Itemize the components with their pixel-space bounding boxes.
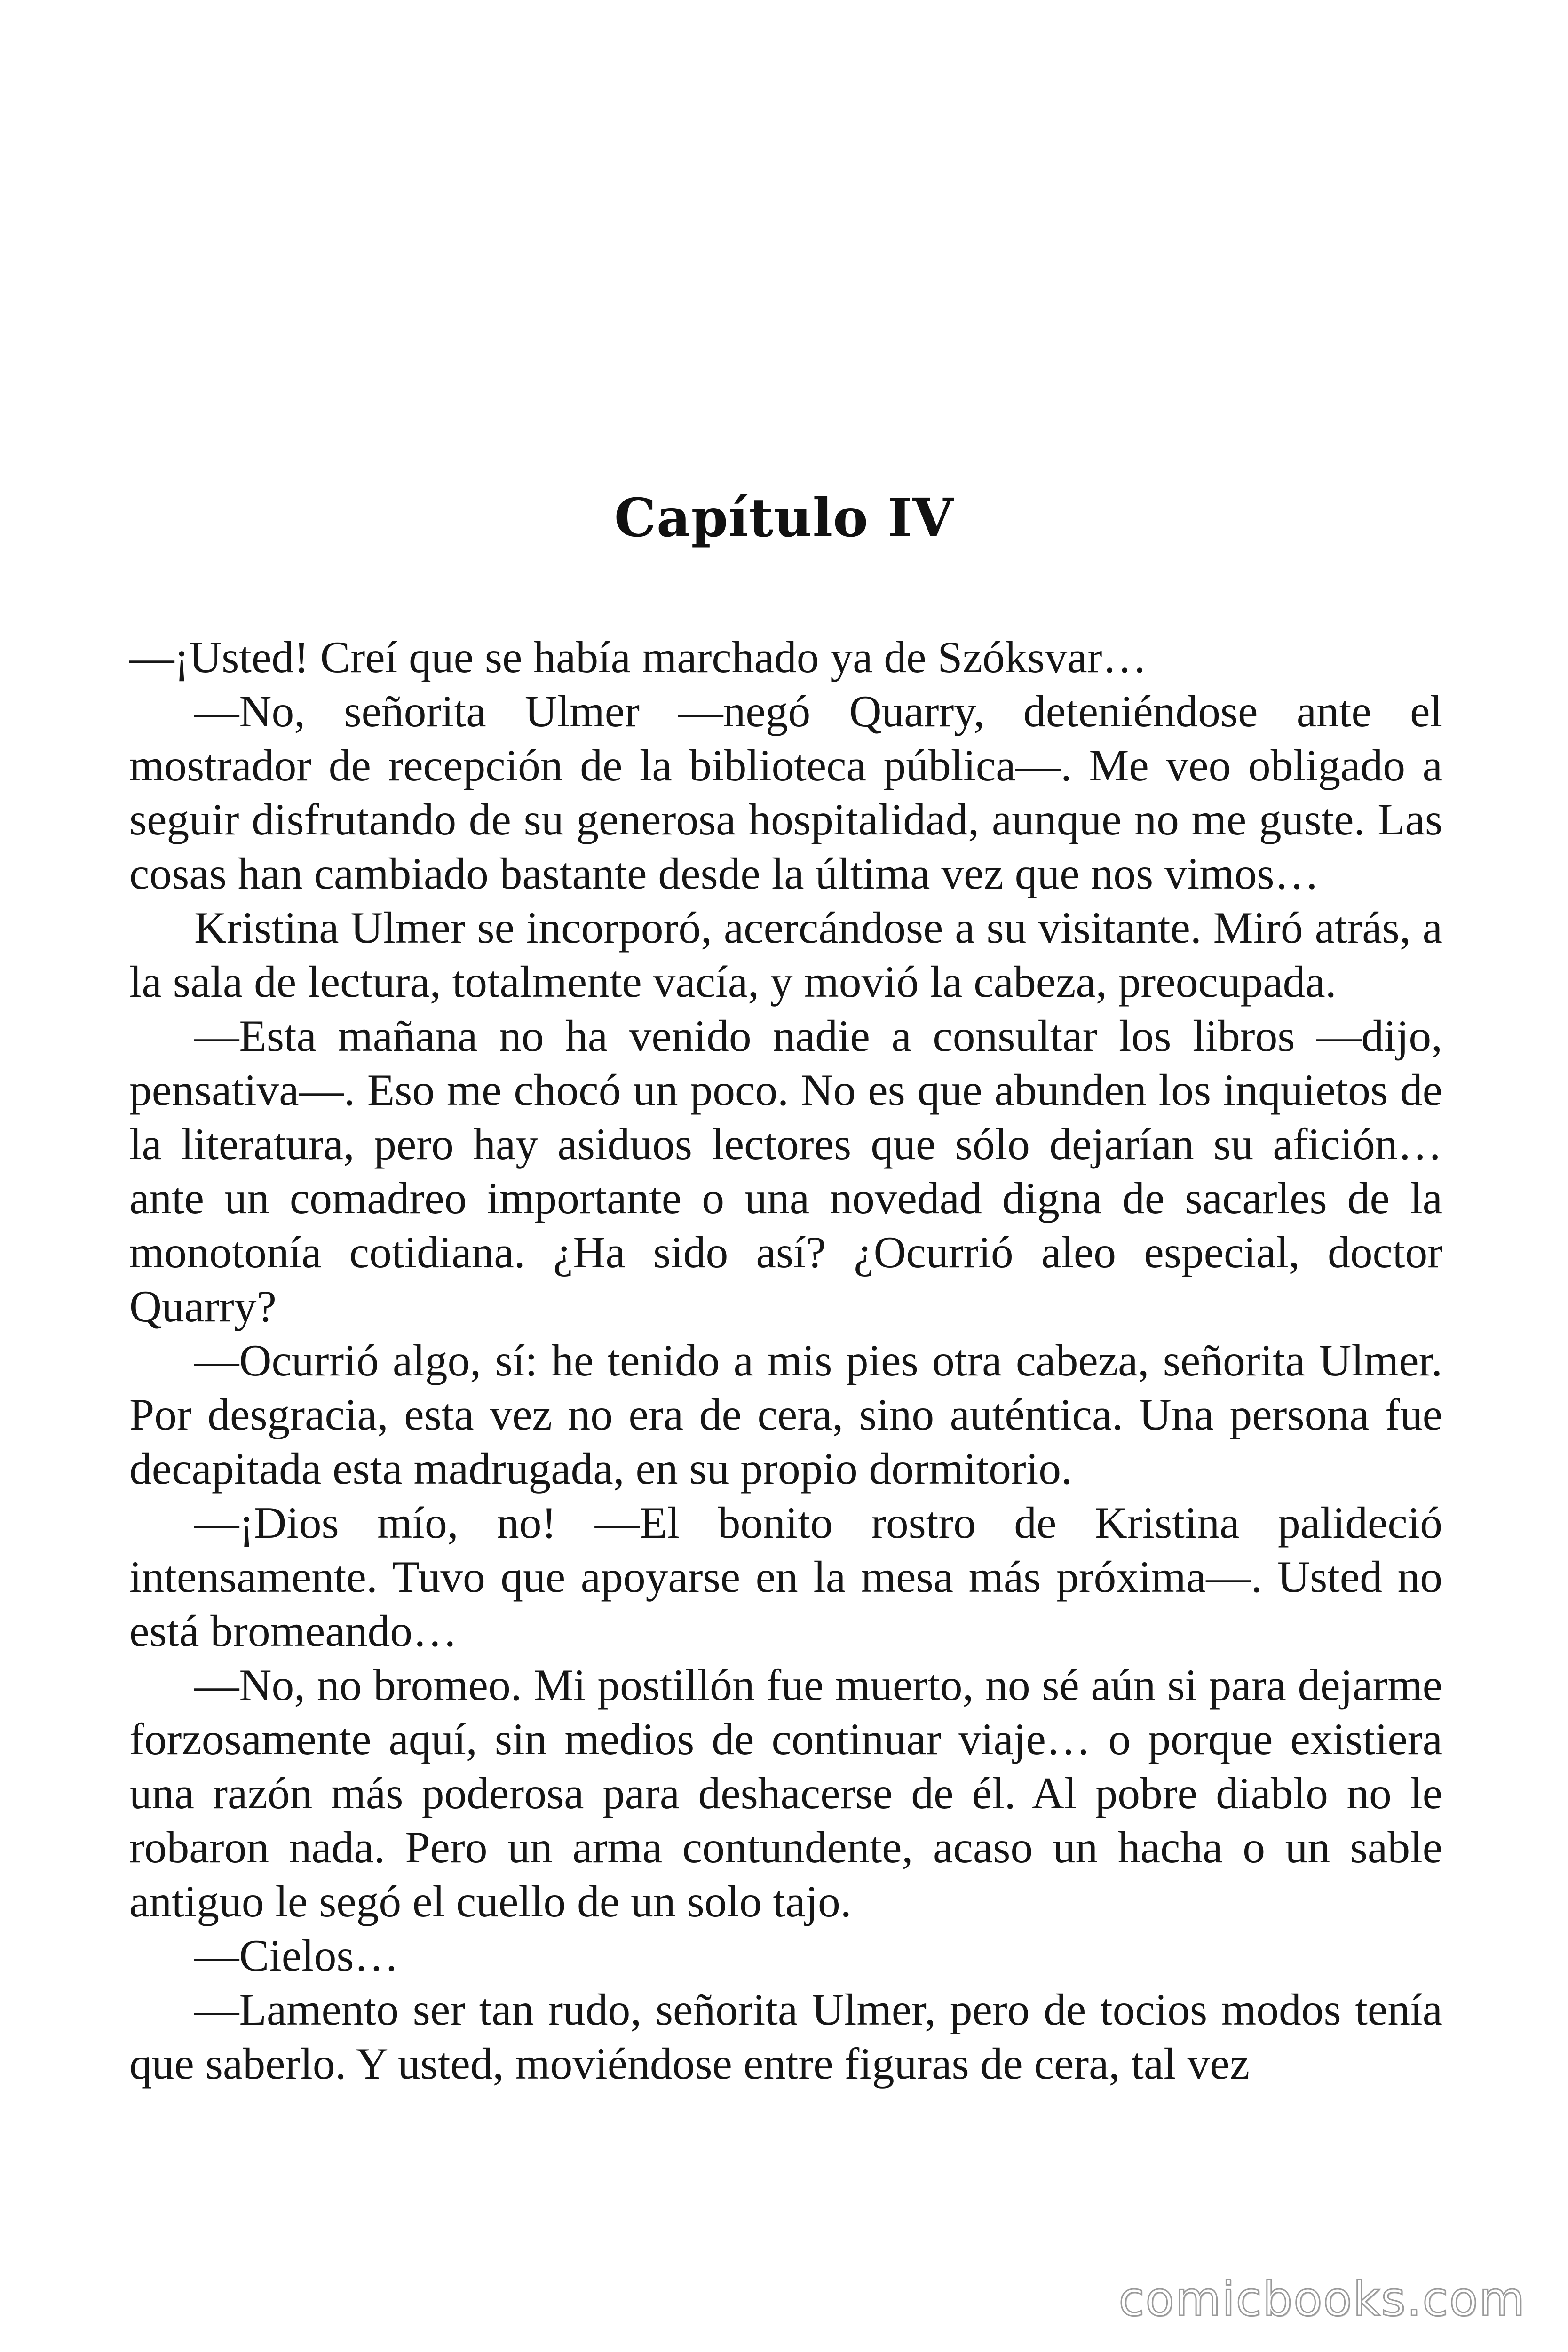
paragraph: —Esta mañana no ha venido nadie a consultar los libros —dijo, pensativa—. Eso me chocó un poco. No es que abunden los inquietos de la literatura, pero hay asiduos lectores que sólo dejarían su afición… ante un comadreo importante o una novedad digna de sacarles de la monotonía cotidiana. ¿Ha sido así? ¿Ocurrió aleo especial, doctor Quarry? — [129, 1011, 1442, 1331]
chapter-title: Capítulo IV — [614, 487, 954, 549]
paragraph: —Cielos… — [194, 1931, 399, 1980]
body-text — [129, 630, 1442, 2091]
watermark: comicbooks.com — [1118, 2272, 1526, 2327]
paragraph: —Ocurrió algo, sí: he tenido a mis pies otra cabeza, señorita Ulmer. Por desgracia, esta vez no era de cera, sino auténtica. Una persona fue decapitada esta madrugada, en su propio dormitorio. — [129, 1335, 1442, 1494]
paragraph: —¡Usted! Creí que se había marchado ya de Szóksvar… — [129, 632, 1147, 682]
paragraph: Kristina Ulmer se incorporó, acercándose a su visitante. Miró atrás, a la sala de lectura, totalmente vacía, y movió la cabeza, preocupada. — [129, 903, 1442, 1007]
paragraph: —No, no bromeo. Mi postillón fue muerto, no sé aún si para dejarme forzosamente aquí, sin medios de continuar viaje… o porque existiera una razón más poderosa para deshacerse de él. Al pobre diablo no le robaron nada. Pero un arma contundente, acaso un hacha o un sable antiguo le segó el cuello de un solo tajo. — [129, 1660, 1442, 1926]
paragraph: —Lamento ser tan rudo, señorita Ulmer, pero de tocios modos tenía que saberlo. Y usted, moviéndose entre figuras de cera, tal vez — [129, 1985, 1442, 2089]
paragraph: —No, señorita Ulmer —negó Quarry, deteniéndose ante el mostrador de recepción de la biblioteca pública—. Me veo obligado a seguir disfrutando de su generosa hospitalidad, aunque no me guste. Las cosas han cambiado bastante desde la última vez que nos vimos… — [129, 686, 1442, 898]
paragraph: —¡Dios mío, no! —El bonito rostro de Kristina palideció intensamente. Tuvo que apoyarse en la mesa más próxima—. Usted no está bromeando… — [129, 1498, 1442, 1656]
